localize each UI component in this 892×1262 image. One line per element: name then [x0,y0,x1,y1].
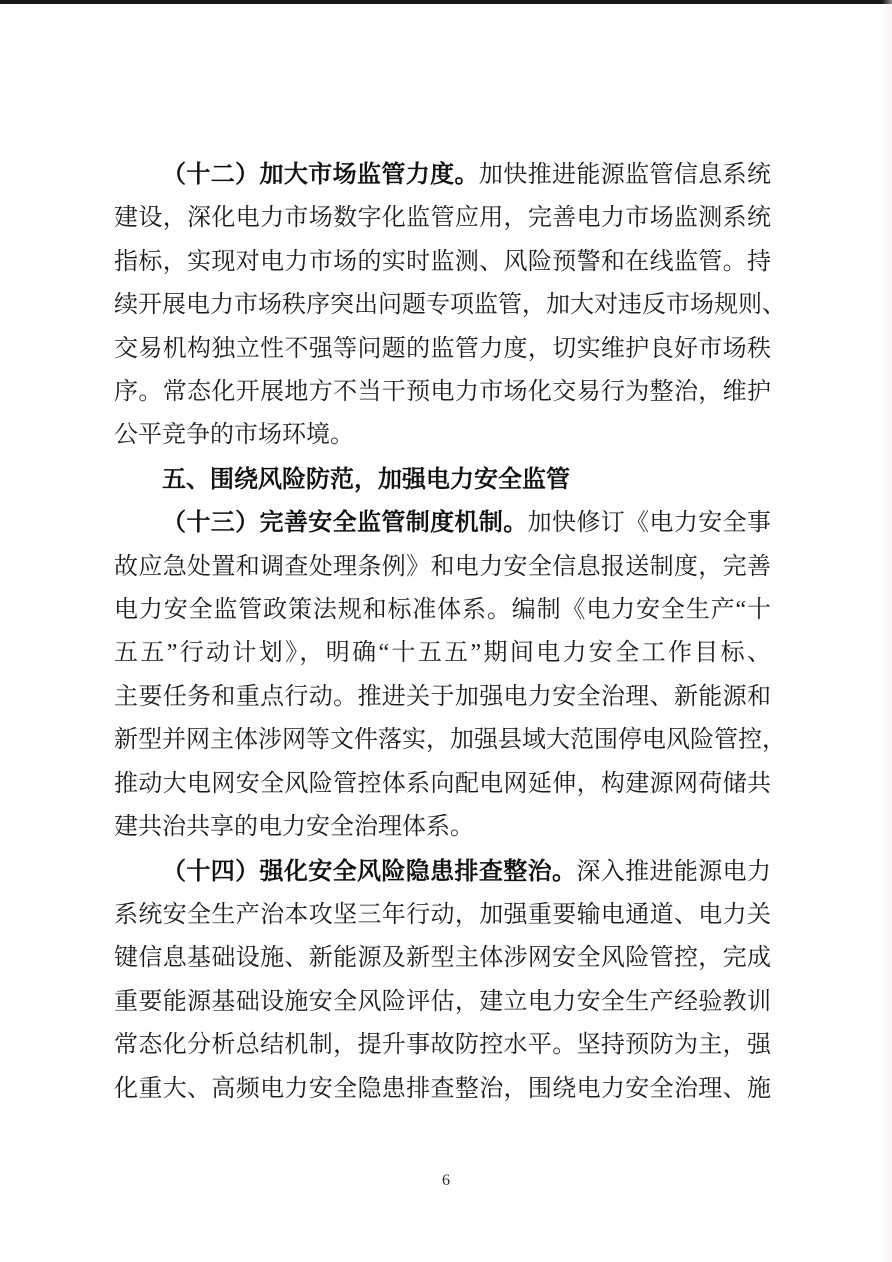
document-text-body [114,153,786,1111]
paragraph-line: 序。常态化开展地方不当干预电力市场化交易行为整治，维护 [114,379,771,406]
paragraph-lead-bold: （十四）强化安全风险隐患排查整治。 [162,857,577,885]
paragraph-line [114,850,771,894]
paragraph-line: 重要能源基础设施安全风险评估，建立电力安全生产经验教训 [114,988,771,1015]
paragraph-line: 建设，深化电力市场数字化监管应用，完善电力市场监测系统 [114,205,771,232]
paragraph-line: 推动大电网安全风险管控体系向配电网延伸，构建源网荷储共 [114,770,771,797]
paragraph-line: 交易机构独立性不强等问题的监管力度，切实维护良好市场秩 [114,335,771,362]
paragraph-text: 加快修订《电力安全事 [527,510,771,537]
paragraph-text: 深入推进能源电力 [576,858,771,885]
paragraph-line: 化重大、高频电力安全隐患排查整治，围绕电力安全治理、施 [114,1075,771,1102]
paragraph-lead-bold: （十二）加大市场监管力度。 [162,161,479,188]
paragraph-line: 电力安全监管政策法规和标准体系。编制《电力安全生产“十 [114,597,771,624]
paragraph-text: 加快推进能源监管信息系统 [478,162,771,188]
paragraph-line: 建共治共享的电力安全治理体系。 [114,814,474,841]
paragraph-line: 常态化分析总结机制，提升事故防控水平。坚持预防为主，强 [114,1032,771,1059]
paragraph-line: 五五”行动计划》，明确“十五五”期间电力安全工作目标、 [114,640,771,667]
scan-edge-artifact [882,0,892,1262]
paragraph-line: 系统安全生产治本攻坚三年行动，加强重要输电通道、电力关 [114,901,771,928]
paragraph-line: 续开展电力市场秩序突出问题专项监管，加大对违反市场规则、 [114,292,786,319]
paragraph-lead-bold: （十三）完善安全监管制度机制。 [162,509,528,537]
paragraph-line [114,153,771,197]
paragraph-line: 公平竞争的市场环境。 [114,422,354,449]
paragraph-line: 键信息基础设施、新能源及新型主体涉网安全风险管控，完成 [114,945,771,972]
paragraph-line: 新型并网主体涉网等文件落实，加强县域大范围停电风险管控， [114,727,786,754]
page-number: 6 [442,1172,450,1189]
paragraph-line: 主要任务和重点行动。推进关于加强电力安全治理、新能源和 [114,683,771,710]
section-heading: 五、围绕风险防范，加强电力安全监管 [162,465,570,493]
paragraph-line: 指标，实现对电力市场的实时监测、风险预警和在线监管。持 [114,248,771,275]
paragraph-line [114,501,771,545]
page-top-border [0,0,892,4]
paragraph-line: 故应急处置和调查处理条例》和电力安全信息报送制度，完善 [114,553,771,580]
